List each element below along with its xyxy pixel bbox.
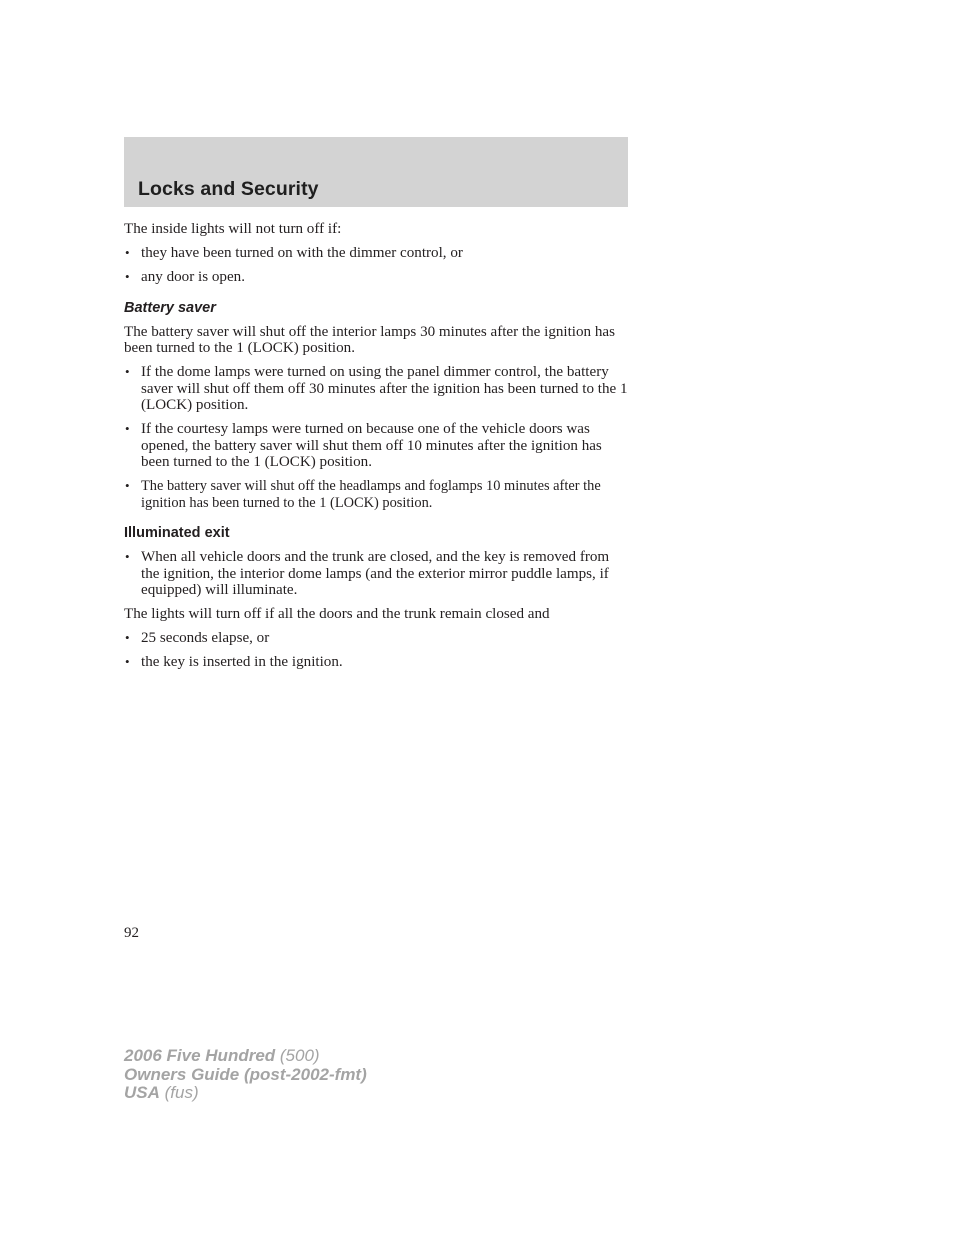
- footer-imprint: [124, 1047, 367, 1103]
- footer-line-model: 2006 Five Hundred (500): [124, 1046, 320, 1065]
- bullet-icon: •: [125, 364, 130, 379]
- list-item: • any door is open.: [125, 269, 245, 285]
- section-header-band: [124, 137, 628, 207]
- bullet-icon: •: [125, 421, 130, 436]
- bullet-icon: •: [125, 269, 130, 284]
- battery-saver-paragraph: The battery saver will shut off the interior lamps 30 minutes after the ignition has been turned to the 1 (LOCK) position.: [124, 323, 615, 356]
- list-item: • 25 seconds elapse, or: [125, 630, 270, 646]
- illuminated-exit-paragraph: The lights will turn off if all the doors and the trunk remain closed and: [124, 606, 550, 622]
- bullet-icon: •: [125, 549, 130, 564]
- page-content: [124, 221, 630, 678]
- intro-paragraph: The inside lights will not turn off if:: [124, 221, 342, 237]
- illuminated-exit-heading: Illuminated exit: [124, 525, 230, 541]
- intro-bullet-list: [124, 245, 630, 286]
- bullet-icon: •: [125, 630, 130, 645]
- bullet-icon: •: [125, 478, 130, 493]
- list-item: • If the courtesy lamps were turned on because one of the vehicle doors was opened, the battery saver will shut them off 10 minutes after the ignition has been turned to the 1 (LOCK) position.: [125, 421, 602, 470]
- list-item: • the key is inserted in the ignition.: [125, 654, 343, 670]
- list-item: • they have been turned on with the dimmer control, or: [125, 245, 463, 261]
- footer-line-market: USA (fus): [124, 1083, 199, 1102]
- footer-line-guide: Owners Guide (post-2002-fmt): [124, 1064, 367, 1084]
- bullet-icon: •: [125, 654, 130, 669]
- battery-saver-heading: Battery saver: [124, 299, 216, 316]
- illuminated-exit-bullet-list-second: [124, 630, 630, 671]
- battery-saver-bullet-list: [124, 364, 630, 511]
- list-item: • The battery saver will shut off the headlamps and foglamps 10 minutes after the ignition has been turned to the 1 (LOCK) position.: [125, 478, 601, 511]
- page-number: 92: [124, 925, 139, 941]
- list-item: • When all vehicle doors and the trunk are closed, and the key is removed from the ignition, the interior dome lamps (and the exterior mirror puddle lamps, if equipped) will illuminate.: [125, 549, 610, 598]
- section-title: Locks and Security: [138, 178, 319, 200]
- list-item: • If the dome lamps were turned on using the panel dimmer control, the battery saver will shut off them off 30 minutes after the ignition has been turned to the 1 (LOCK) position.: [125, 364, 628, 413]
- bullet-icon: •: [125, 245, 130, 260]
- illuminated-exit-bullet-list-first: [124, 549, 630, 599]
